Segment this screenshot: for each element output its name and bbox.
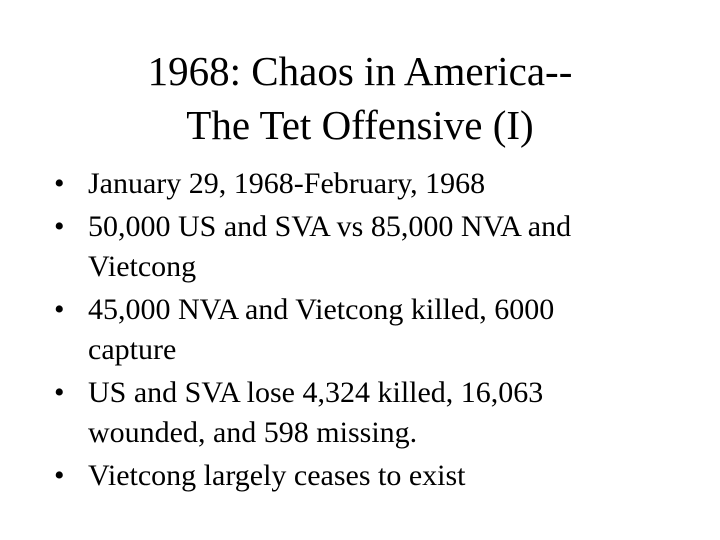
bullet-text: US and SVA lose 4,324 killed, 16,063	[88, 376, 544, 409]
title-line: The Tet Offensive (I)	[186, 102, 534, 148]
bullet-text: January 29, 1968-February, 1968	[88, 167, 486, 200]
slide-title	[0, 44, 720, 152]
bullet-list	[54, 164, 654, 499]
bullet-text: Vietcong	[88, 250, 197, 283]
bullet-item	[54, 456, 654, 496]
bullet-text: wounded, and 598 missing.	[88, 416, 418, 449]
bullet-item	[54, 373, 654, 453]
bullet-icon: •	[54, 167, 65, 200]
bullet-icon: •	[54, 293, 65, 326]
bullet-text: Vietcong largely ceases to exist	[88, 459, 466, 492]
bullet-item	[54, 290, 654, 370]
bullet-icon: •	[54, 376, 65, 409]
bullet-text: 45,000 NVA and Vietcong killed, 6000	[88, 293, 555, 326]
bullet-item	[54, 207, 654, 287]
bullet-icon: •	[54, 459, 65, 492]
bullet-text: capture	[88, 333, 177, 366]
title-line: 1968: Chaos in America--	[147, 48, 573, 94]
bullet-icon: •	[54, 210, 65, 243]
bullet-text: 50,000 US and SVA vs 85,000 NVA and	[88, 210, 572, 243]
bullet-item	[54, 164, 654, 204]
